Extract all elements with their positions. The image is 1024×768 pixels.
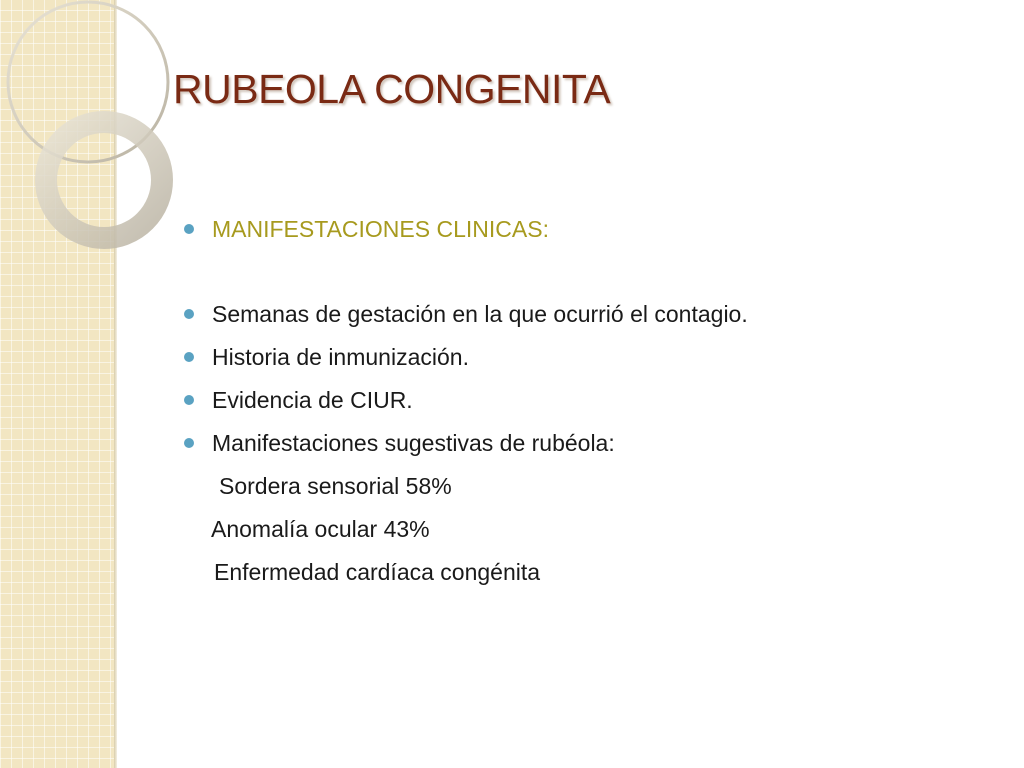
bullet-dot-icon: [184, 309, 194, 319]
list-item: [184, 295, 984, 338]
decorative-ring-inner: [46, 122, 162, 238]
bullet-dot-icon: [184, 224, 194, 234]
list-item: [184, 338, 984, 381]
bullet-dot-icon: [184, 438, 194, 448]
sub-item-text: Sordera sensorial 58%: [219, 473, 452, 499]
spacer: [184, 253, 984, 295]
sub-item: [184, 467, 984, 510]
list-item: [184, 424, 984, 467]
slide-content: [184, 210, 984, 596]
list-item-text: Evidencia de CIUR.: [212, 387, 413, 413]
slide-title: RUBEOLA CONGENITA: [173, 66, 611, 112]
sub-item: [184, 553, 984, 596]
list-item-heading: [184, 210, 984, 253]
list-item-text: Manifestaciones sugestivas de rubéola:: [212, 430, 615, 456]
list-item: [184, 381, 984, 424]
sub-item-text: Enfermedad cardíaca congénita: [214, 559, 541, 585]
manifestaciones-heading: MANIFESTACIONES CLINICAS:: [212, 216, 549, 242]
list-item-text: Semanas de gestación en la que ocurrió el contagio.: [212, 301, 748, 327]
list-item-text: Historia de inmunización.: [212, 344, 469, 370]
sub-item-text: Anomalía ocular 43%: [211, 516, 430, 542]
bullet-dot-icon: [184, 352, 194, 362]
bullet-dot-icon: [184, 395, 194, 405]
decorative-rings: [0, 0, 180, 260]
sub-item: [184, 510, 984, 553]
